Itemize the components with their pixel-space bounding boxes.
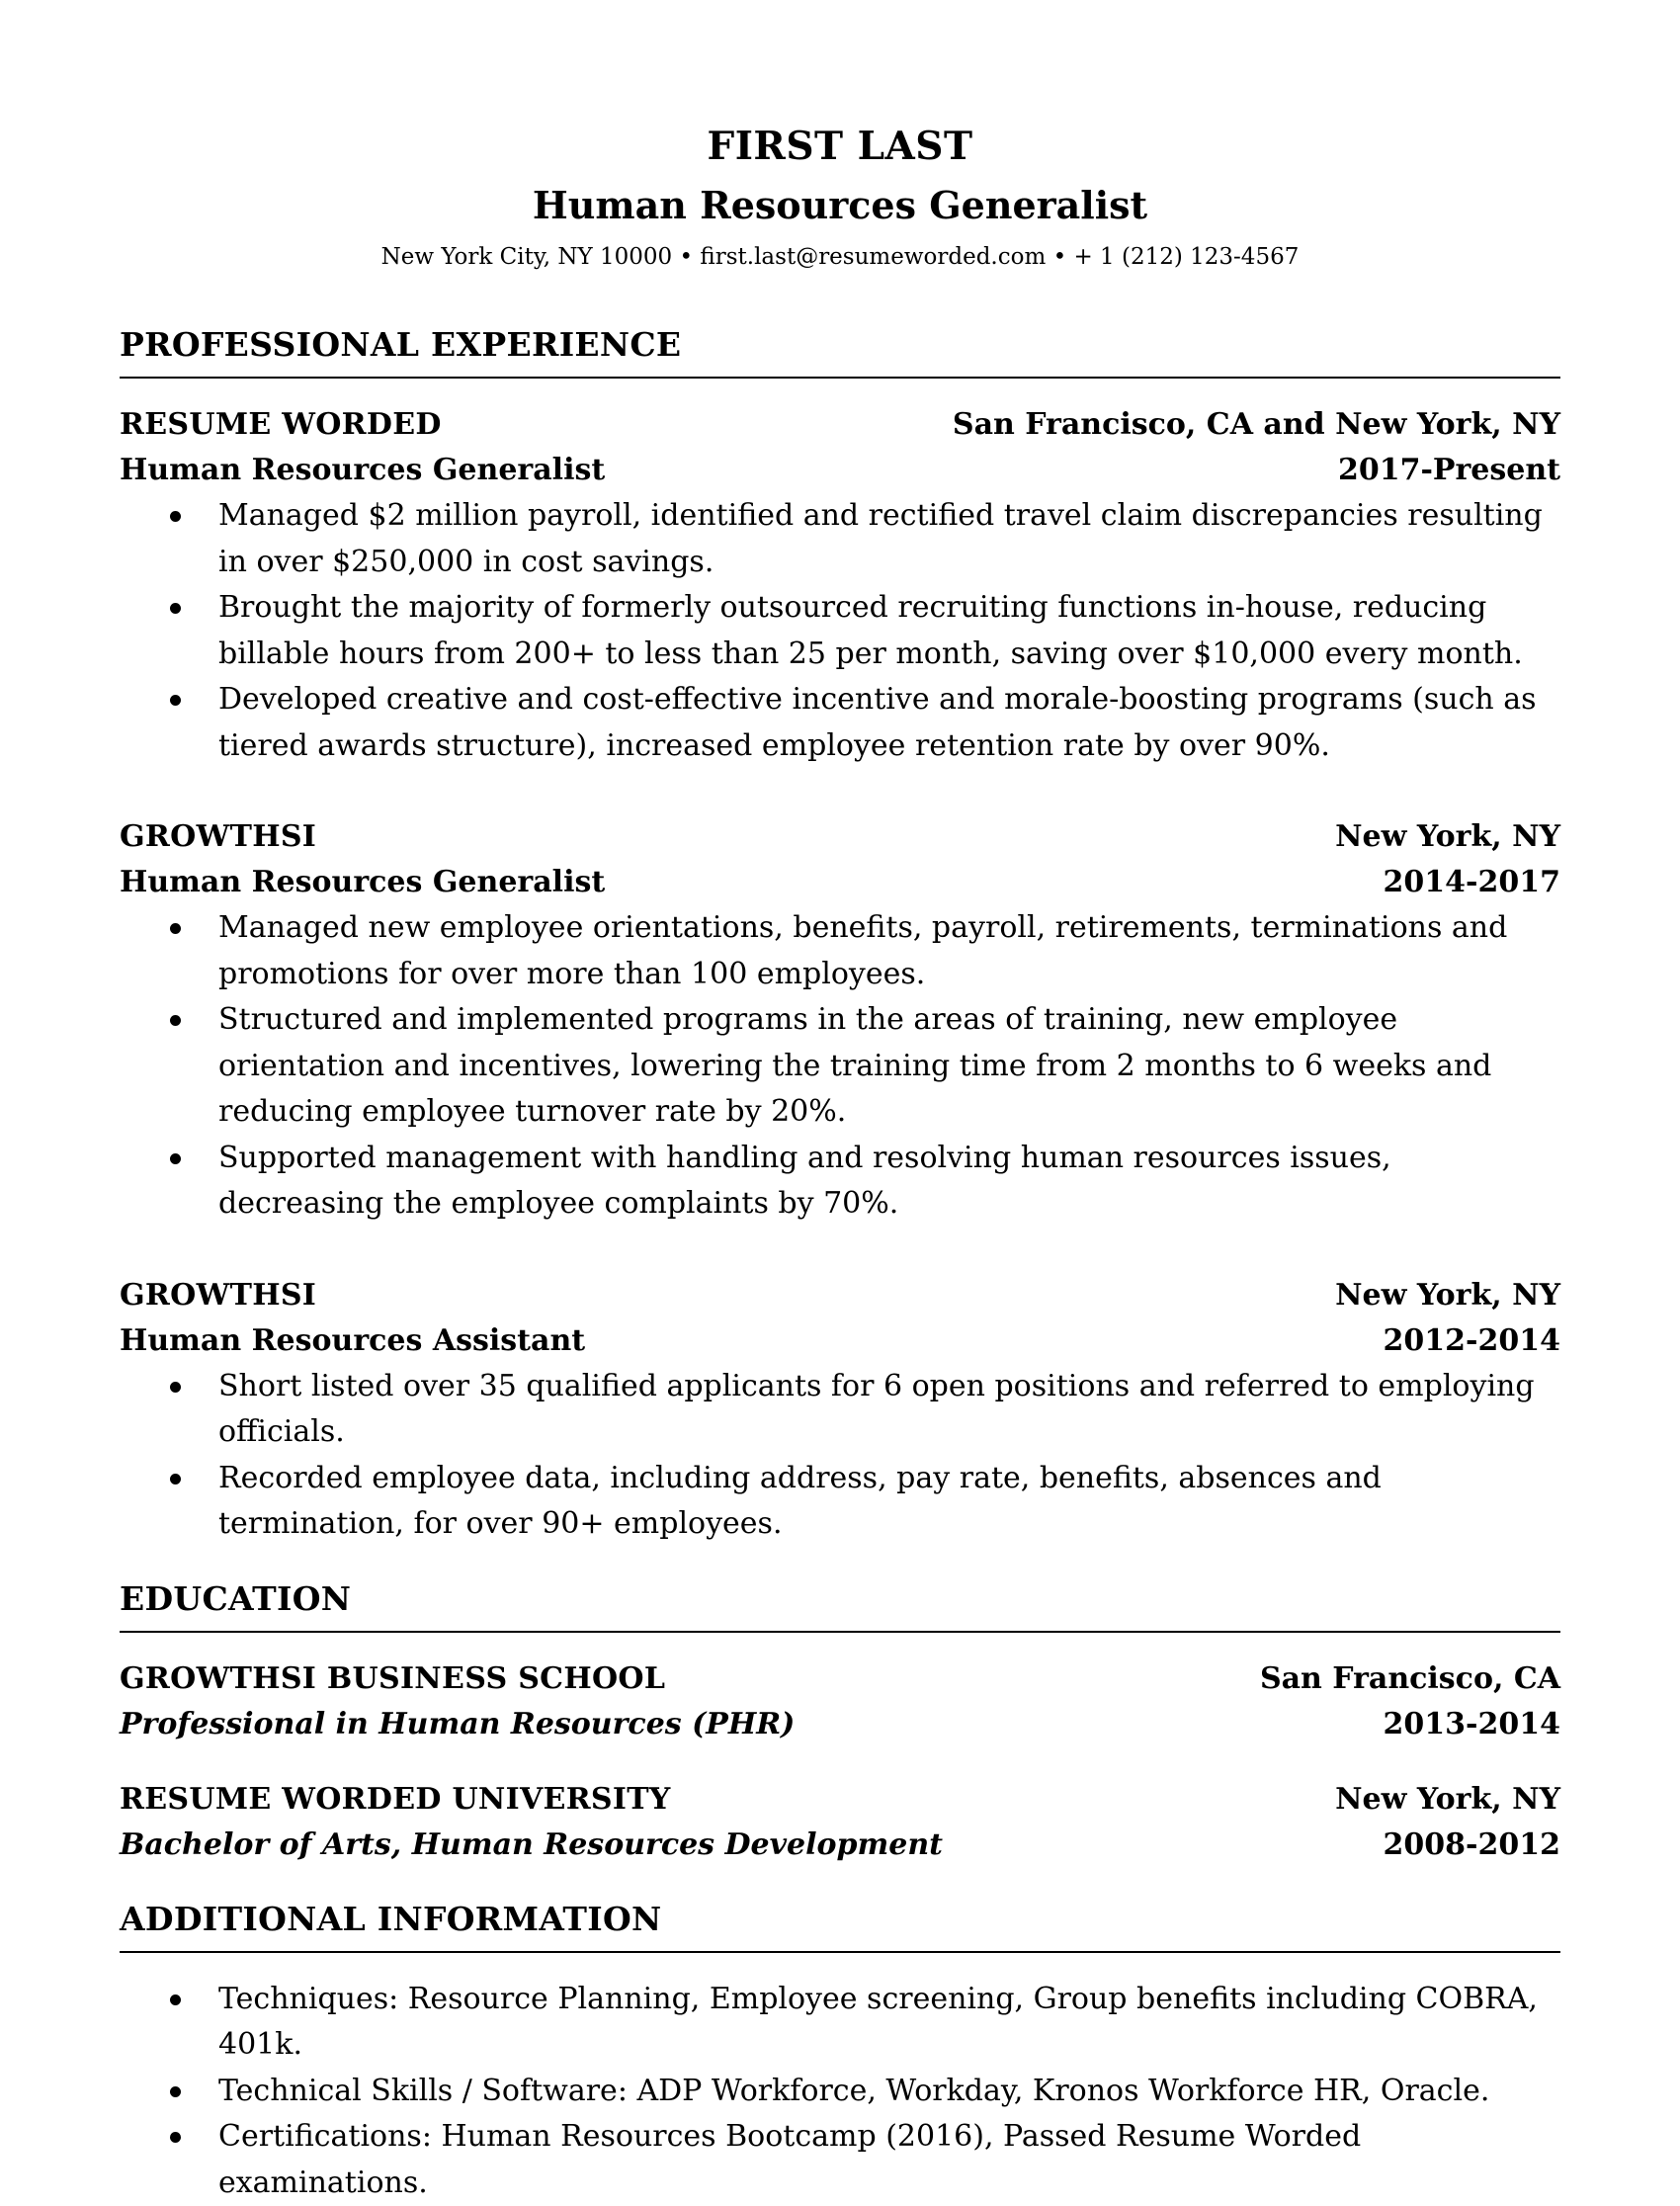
job-entry — [120, 402, 1560, 769]
job-company-row — [120, 402, 1560, 448]
school-name: GROWTHSI BUSINESS SCHOOL — [120, 1656, 665, 1702]
bullet-text: Short listed over 35 qualified applicants for 6 open positions and referred to employing officials. — [218, 1369, 1535, 1450]
education-entry — [120, 1777, 1560, 1868]
bullet-icon — [170, 1994, 181, 2005]
job-location: New York, NY — [1335, 814, 1560, 860]
school-location: San Francisco, CA — [1260, 1656, 1560, 1702]
bullet-text: Developed creative and cost-effective incentive and morale-boosting programs (such as tiered awards structure), increased employee retention rate by over 90%. — [218, 682, 1537, 763]
job-company: RESUME WORDED — [120, 402, 442, 448]
bullet-text: Brought the majority of formerly outsourced recruiting functions in-house, reducing billable hours from 200+ to less than 25 per month, saving over $10,000 every month. — [218, 590, 1523, 671]
job-role-row — [120, 448, 1560, 493]
experience-section — [120, 323, 1560, 1548]
bullet-text: Managed $2 million payroll, identified and rectified travel claim discrepancies resulting in over $250,000 in cost savings. — [218, 498, 1543, 579]
bullet-item — [120, 997, 1560, 1136]
bullet-item — [120, 677, 1560, 769]
education-section — [120, 1577, 1560, 1868]
school-row — [120, 1656, 1560, 1702]
bullet-icon — [170, 695, 181, 706]
degree-dates: 2008-2012 — [1384, 1823, 1560, 1868]
bullet-icon — [170, 1382, 181, 1393]
bullet-text: Technical Skills / Software: ADP Workforce, Workday, Kronos Workforce HR, Oracle. — [218, 2074, 1489, 2108]
section-title-education: EDUCATION — [120, 1577, 1560, 1633]
job-role-row — [120, 860, 1560, 905]
bullet-text: Structured and implemented programs in the areas of training, new employee orientation and incentives, lowering the training time from 2 months to 6 weeks and reducing employee turnover rate by 20%. — [218, 1002, 1491, 1129]
job-entry — [120, 814, 1560, 1228]
job-company: GROWTHSI — [120, 1273, 316, 1318]
bullet-item — [120, 585, 1560, 677]
school-location: New York, NY — [1335, 1777, 1560, 1823]
job-role: Human Resources Generalist — [120, 448, 605, 493]
additional-bullets — [120, 1977, 1560, 2206]
bullet-icon — [170, 603, 181, 614]
degree-row — [120, 1702, 1560, 1747]
bullet-item — [120, 1977, 1560, 2069]
bullet-icon — [170, 1153, 181, 1164]
job-bullets — [120, 493, 1560, 769]
resume-header — [120, 117, 1560, 274]
bullet-item — [120, 1136, 1560, 1228]
job-entry — [120, 1273, 1560, 1548]
education-entry — [120, 1656, 1560, 1747]
bullet-icon — [170, 1015, 181, 1026]
job-role: Human Resources Generalist — [120, 860, 605, 905]
additional-section — [120, 1898, 1560, 2206]
resume-page — [120, 0, 1560, 2206]
section-title-additional: ADDITIONAL INFORMATION — [120, 1898, 1560, 1953]
degree-name: Professional in Human Resources (PHR) — [120, 1702, 795, 1747]
bullet-text: Supported management with handling and resolving human resources issues, decreasing the employee complaints by 70%. — [218, 1141, 1391, 1222]
degree-row — [120, 1823, 1560, 1868]
job-location: San Francisco, CA and New York, NY — [953, 402, 1560, 448]
bullet-item — [120, 1456, 1560, 1548]
candidate-headline: Human Resources Generalist — [120, 176, 1560, 235]
bullet-text: Recorded employee data, including address, pay rate, benefits, absences and termination, for over 90+ employees. — [218, 1461, 1382, 1542]
bullet-text: Managed new employee orientations, benefits, payroll, retirements, terminations and promotions for over more than 100 employees. — [218, 910, 1507, 991]
job-role-row — [120, 1318, 1560, 1364]
bullet-icon — [170, 2132, 181, 2143]
bullet-icon — [170, 1474, 181, 1485]
bullet-item — [120, 2114, 1560, 2206]
job-dates: 2014-2017 — [1384, 860, 1560, 905]
job-company-row — [120, 1273, 1560, 1318]
school-row — [120, 1777, 1560, 1823]
bullet-text: Techniques: Resource Planning, Employee screening, Group benefits including COBRA, 401k. — [218, 1982, 1538, 2063]
bullet-item — [120, 493, 1560, 585]
degree-name: Bachelor of Arts, Human Resources Development — [120, 1823, 943, 1868]
bullet-icon — [170, 2086, 181, 2097]
bullet-item — [120, 1364, 1560, 1456]
job-bullets — [120, 1364, 1560, 1548]
bullet-item — [120, 2069, 1560, 2115]
candidate-name: FIRST LAST — [120, 117, 1560, 176]
job-role: Human Resources Assistant — [120, 1318, 585, 1364]
bullet-item — [120, 905, 1560, 997]
job-company: GROWTHSI — [120, 814, 316, 860]
bullet-icon — [170, 923, 181, 934]
job-company-row — [120, 814, 1560, 860]
contact-line: New York City, NY 10000 • first.last@resumeworded.com • + 1 (212) 123-4567 — [120, 240, 1560, 274]
section-title-experience: PROFESSIONAL EXPERIENCE — [120, 323, 1560, 379]
job-dates: 2017-Present — [1338, 448, 1560, 493]
school-name: RESUME WORDED UNIVERSITY — [120, 1777, 671, 1823]
job-location: New York, NY — [1335, 1273, 1560, 1318]
degree-dates: 2013-2014 — [1384, 1702, 1560, 1747]
job-bullets — [120, 905, 1560, 1228]
job-dates: 2012-2014 — [1384, 1318, 1560, 1364]
bullet-icon — [170, 511, 181, 522]
bullet-text: Certifications: Human Resources Bootcamp (2016), Passed Resume Worded examinations. — [218, 2119, 1361, 2200]
